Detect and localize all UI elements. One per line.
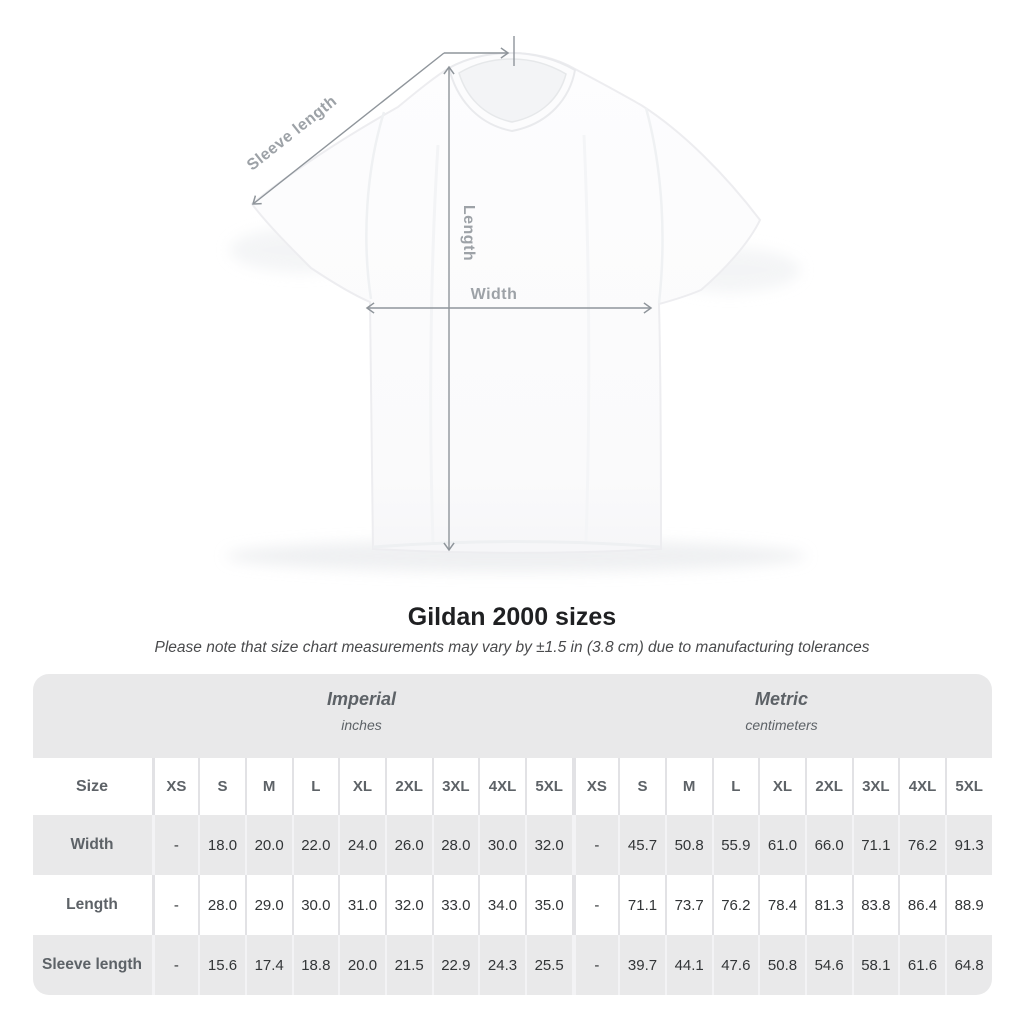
size-header-cell: XL [338,758,385,815]
table-cell: 21.5 [385,935,432,995]
table-cell: 47.6 [712,935,759,995]
size-header-cell: XS [572,758,619,815]
table-cell: 28.0 [432,815,479,875]
table-cell: 50.8 [665,815,712,875]
table-cell: 44.1 [665,935,712,995]
size-header-cell: M [245,758,292,815]
size-header-cell: XS [152,758,199,815]
table-cell: 32.0 [525,815,572,875]
table-cell: 26.0 [385,815,432,875]
width-label: Width [470,286,518,303]
size-header-cell: S [618,758,665,815]
length-label: Length [460,204,477,262]
row-label: Width [70,836,114,853]
size-header-cell: 5XL [945,758,992,815]
table-cell: - [572,935,619,995]
table-cell: 73.7 [665,875,712,935]
table-cell: 18.0 [198,815,245,875]
table-cell: 71.1 [852,815,899,875]
table-cell: 76.2 [712,875,759,935]
sleeve-length-label: Sleeve length [243,92,341,175]
table-cell: 76.2 [898,815,945,875]
table-cell: 61.0 [758,815,805,875]
imperial-header [152,674,572,758]
table-row-length [33,875,992,935]
metric-label: Metric [754,689,808,709]
metric-header [572,674,992,758]
table-row-sleeve-length [33,935,992,995]
table-cell: 91.3 [945,815,992,875]
table-cell: 22.0 [292,815,339,875]
metric-unit: centimeters [745,717,818,733]
size-header-row [33,758,992,815]
row-label: Length [66,896,118,913]
size-header-cell: 5XL [525,758,572,815]
size-column-header: Size [75,777,108,795]
table-cell: 20.0 [245,815,292,875]
table-cell: 18.8 [292,935,339,995]
table-cell: 45.7 [618,815,665,875]
page-title: Gildan 2000 sizes [407,603,617,631]
size-header-cell: L [712,758,759,815]
table-cell: 15.6 [198,935,245,995]
table-cell: 39.7 [618,935,665,995]
table-cell: 22.9 [432,935,479,995]
table-cell: 33.0 [432,875,479,935]
table-cell: 71.1 [618,875,665,935]
size-header-cell: 4XL [478,758,525,815]
size-header-cell: 3XL [432,758,479,815]
table-cell: 34.0 [478,875,525,935]
table-cell: 55.9 [712,815,759,875]
imperial-unit: inches [341,717,382,733]
units-header-row [33,674,992,758]
table-cell: 83.8 [852,875,899,935]
table-cell: 58.1 [852,935,899,995]
table-row-width [33,815,992,875]
size-header-cell: S [198,758,245,815]
size-table [33,674,992,995]
size-header-cell: 2XL [385,758,432,815]
size-header-cell: 4XL [898,758,945,815]
table-cell: 17.4 [245,935,292,995]
table-cell: 50.8 [758,935,805,995]
size-header-cell: XL [758,758,805,815]
size-header-cell: 3XL [852,758,899,815]
table-cell: 78.4 [758,875,805,935]
table-cell: 54.6 [805,935,852,995]
table-cell: 30.0 [478,815,525,875]
table-cell: 32.0 [385,875,432,935]
table-cell: 66.0 [805,815,852,875]
table-cell: 24.0 [338,815,385,875]
table-cell: 20.0 [338,935,385,995]
table-cell: - [572,875,619,935]
table-cell: 81.3 [805,875,852,935]
table-cell: 28.0 [198,875,245,935]
table-cell: 35.0 [525,875,572,935]
size-header-cell: M [665,758,712,815]
table-cell: 88.9 [945,875,992,935]
table-cell: - [572,815,619,875]
caption-block [0,602,1024,657]
table-cell: 64.8 [945,935,992,995]
table-cell: 86.4 [898,875,945,935]
imperial-label: Imperial [326,689,397,709]
table-cell: 61.6 [898,935,945,995]
table-cell: - [152,875,199,935]
row-label: Sleeve length [42,956,142,973]
tolerance-note: Please note that size chart measurements may vary by ±1.5 in (3.8 cm) due to manufacturing tolerances [154,639,870,656]
table-cell: 29.0 [245,875,292,935]
table-cell: 31.0 [338,875,385,935]
size-header-cell: 2XL [805,758,852,815]
size-header-cell: L [292,758,339,815]
table-cell: - [152,815,199,875]
table-cell: 30.0 [292,875,339,935]
table-cell: - [152,935,199,995]
table-cell: 24.3 [478,935,525,995]
table-cell: 25.5 [525,935,572,995]
